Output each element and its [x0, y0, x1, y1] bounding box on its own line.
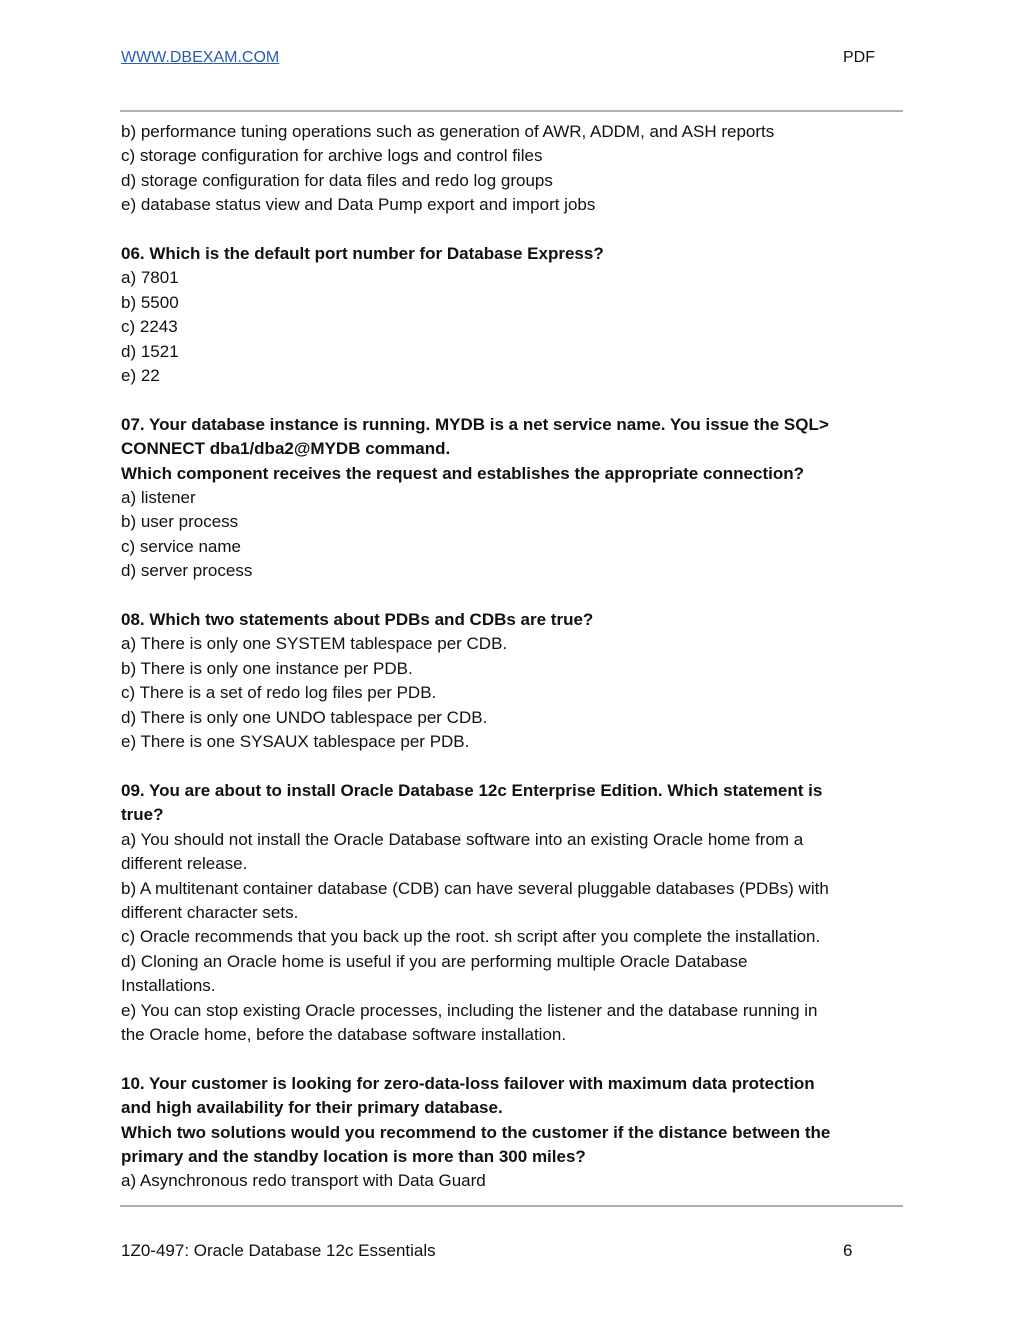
question-text: primary and the standby location is more than 300 miles? [121, 1146, 586, 1166]
question-text: 10. Your customer is looking for zero-data-loss failover with maximum data protection [121, 1073, 815, 1093]
option-line: b) user process [121, 512, 239, 532]
question-06 [121, 242, 896, 388]
page-number: 6 [843, 1241, 853, 1260]
question-09 [121, 779, 896, 1047]
question-text: CONNECT dba1/dba2@MYDB command. [121, 439, 451, 459]
option-line: b) performance tuning operations such as generation of AWR, ADDM, and ASH reports [121, 122, 775, 141]
option-line: c) storage configuration for archive logs and control files [121, 146, 543, 166]
question-text: 06. Which is the default port number for Database Express? [121, 244, 604, 264]
option-line: e) There is one SYSAUX tablespace per PDB. [121, 732, 470, 752]
question-07 [121, 413, 896, 584]
option-line: c) 2243 [121, 317, 178, 337]
question-text: 08. Which two statements about PDBs and CDBs are true? [121, 610, 594, 630]
option-line: e) You can stop existing Oracle processes, including the listener and the database running in [121, 1000, 818, 1020]
option-line: a) Asynchronous redo transport with Data Guard [121, 1171, 486, 1191]
option-line: e) 22 [121, 366, 160, 386]
option-line: different release. [121, 854, 248, 874]
option-line: d) There is only one UNDO tablespace per CDB. [121, 707, 488, 727]
option-line: d) 1521 [121, 341, 179, 361]
option-line: c) Oracle recommends that you back up the root. sh script after you complete the installation. [121, 927, 821, 947]
option-line: e) database status view and Data Pump export and import jobs [121, 195, 596, 215]
page-body [121, 120, 896, 1194]
question-text: Which component receives the request and establishes the appropriate connection? [121, 463, 804, 483]
option-line: d) storage configuration for data files and redo log groups [121, 170, 553, 190]
question-text: true? [121, 805, 164, 825]
option-line: a) You should not install the Oracle Database software into an existing Oracle home from a [121, 829, 804, 849]
option-line: d) Cloning an Oracle home is useful if you are performing multiple Oracle Database [121, 951, 748, 971]
question-text: 09. You are about to install Oracle Database 12c Enterprise Edition. Which statement is [121, 780, 823, 800]
option-line: b) A multitenant container database (CDB) can have several pluggable databases (PDBs) with [121, 878, 829, 898]
continued-options [121, 120, 896, 218]
footer-divider [120, 1205, 903, 1207]
question-text: 07. Your database instance is running. MYDB is a net service name. You issue the SQL> [121, 414, 829, 434]
option-line: the Oracle home, before the database software installation. [121, 1024, 567, 1044]
option-line: b) There is only one instance per PDB. [121, 658, 413, 678]
exam-title: 1Z0-497: Oracle Database 12c Essentials [121, 1241, 436, 1260]
option-line: c) There is a set of redo log files per PDB. [121, 683, 437, 703]
option-line: Installations. [121, 976, 216, 996]
option-line: different character sets. [121, 902, 299, 922]
option-line: a) 7801 [121, 268, 179, 288]
question-10 [121, 1072, 896, 1194]
question-08 [121, 608, 896, 754]
option-line: d) server process [121, 561, 253, 581]
header-divider [120, 110, 903, 112]
format-label: PDF [843, 49, 875, 66]
option-line: c) service name [121, 536, 241, 556]
question-text: Which two solutions would you recommend to the customer if the distance between the [121, 1122, 831, 1142]
option-line: b) 5500 [121, 292, 179, 312]
site-link[interactable]: WWW.DBEXAM.COM [121, 49, 280, 66]
option-line: a) listener [121, 488, 196, 508]
option-line: a) There is only one SYSTEM tablespace per CDB. [121, 634, 508, 654]
question-text: and high availability for their primary database. [121, 1098, 503, 1118]
